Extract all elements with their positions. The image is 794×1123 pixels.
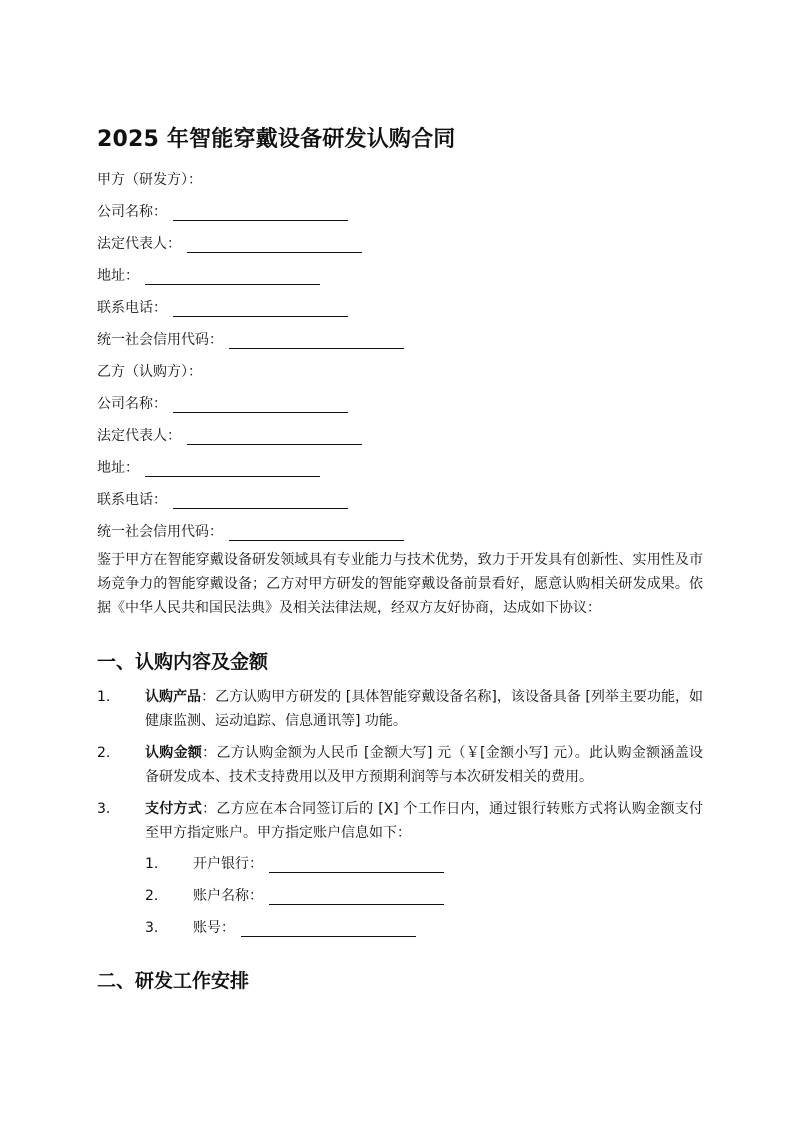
blank-line	[173, 206, 348, 221]
blank-line	[145, 270, 320, 285]
preamble-paragraph: 鉴于甲方在智能穿戴设备研发领域具有专业能力与技术优势，致力于开发具有创新性、实用性及市场竞争力的智能穿戴设备；乙方对甲方研发的智能穿戴设备前景看好，愿意认购相关研发成果。依据《中华人民共和国民法典》及相关法律法规，经双方友好协商，达成如下协议：	[97, 552, 703, 616]
blank-line	[229, 334, 404, 349]
blank-line	[187, 238, 362, 253]
party-b-credit-code-field: 统一社会信用代码：	[97, 523, 404, 541]
page-title: 2025 年智能穿戴设备研发认购合同	[97, 127, 456, 152]
account-number-field: 3. 账号：	[145, 919, 416, 937]
blank-line	[173, 302, 348, 317]
section-1-heading: 一、认购内容及金额	[97, 651, 269, 673]
blank-line	[241, 922, 416, 937]
party-b-phone-field: 联系电话：	[97, 491, 348, 509]
blank-line	[269, 858, 444, 873]
party-a-credit-code-field: 统一社会信用代码：	[97, 331, 404, 349]
blank-line	[229, 526, 404, 541]
party-b-legal-rep-field: 法定代表人：	[97, 427, 362, 445]
blank-line	[173, 494, 348, 509]
party-a-heading: 甲方（研发方）：	[97, 172, 202, 188]
blank-line	[187, 430, 362, 445]
section-2-heading: 二、研发工作安排	[97, 970, 250, 992]
account-name-field: 2. 账户名称：	[145, 887, 444, 905]
blank-line	[269, 890, 444, 905]
account-bank-field: 1. 开户银行：	[145, 855, 444, 873]
blank-line	[173, 398, 348, 413]
party-a-phone-field: 联系电话：	[97, 299, 348, 317]
party-a-address-field: 地址：	[97, 267, 320, 285]
party-a-company-name-field: 公司名称：	[97, 203, 348, 221]
blank-line	[145, 462, 320, 477]
party-b-heading: 乙方（认购方）：	[97, 364, 202, 380]
party-b-address-field: 地址：	[97, 459, 320, 477]
party-a-legal-rep-field: 法定代表人：	[97, 235, 362, 253]
party-b-company-name-field: 公司名称：	[97, 395, 348, 413]
